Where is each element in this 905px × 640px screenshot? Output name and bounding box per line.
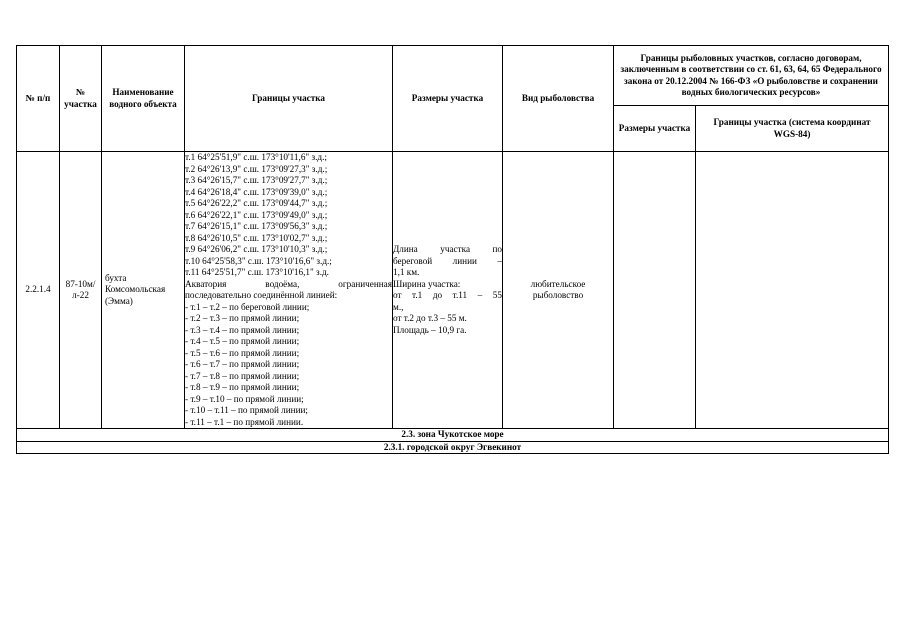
header-contract-coordinates: Границы участка (система координат WGS-84) [696, 106, 889, 152]
coordinate-point: т.3 64°26'15,7" с.ш. 173°09'27,7" з.д.; [185, 175, 328, 185]
section-row [17, 429, 889, 442]
bounds-description: последовательно соединённой линией: [185, 290, 338, 300]
bounds-line-segment: - т.11 – т.1 – по прямой линии. [185, 416, 304, 427]
sizes-text: Ширина участка: [393, 278, 461, 289]
coordinate-point: т.11 64°25'51,7" с.ш. 173°10'16,1" з.д. [185, 267, 329, 277]
bounds-line-segment: - т.3 – т.4 – по прямой линии; [185, 324, 300, 335]
coordinate-point: т.4 64°26'18,4" с.ш. 173°09'39,0" з.д.; [185, 186, 328, 197]
coordinate-point: т.6 64°26'22,1" с.ш. 173°09'49,0" з.д.; [185, 209, 328, 220]
row-number: 2.2.1.4 [17, 152, 60, 429]
section-row [17, 441, 889, 454]
fishing-kind: любительское рыболовство [503, 152, 614, 429]
coordinate-point: т.8 64°26'10,5" с.ш. 173°10'02,7" з.д.; [185, 232, 328, 243]
bounds-line-segment: - т.7 – т.8 – по прямой линии; [185, 370, 300, 381]
header-contract-sizes: Размеры участка [614, 106, 696, 152]
sizes-text: 1,1 км. [393, 267, 420, 277]
site-number: 87-10м/л-22 [60, 152, 102, 429]
bounds-line-segment: - т.9 – т.10 – по прямой линии; [185, 393, 304, 404]
site-sizes-cell [393, 152, 503, 429]
section-heading-zone: 2.3. зона Чукотское море [17, 429, 889, 442]
sizes-text: м., [393, 301, 404, 312]
fishing-sites-table [16, 45, 889, 454]
bounds-description: Акватория водоёма, ограниченная [185, 278, 392, 289]
sizes-text: от т.2 до т.3 – 55 м. [393, 313, 467, 323]
contract-sizes-empty [614, 152, 696, 429]
header-water-body: Наименование водного объекта [102, 46, 185, 152]
bounds-line-segment: - т.2 – т.3 – по прямой линии; [185, 313, 300, 323]
sizes-text: береговой линии – [393, 255, 502, 266]
site-bounds-cell [185, 152, 393, 429]
header-fishing-kind: Вид рыболовства [503, 46, 614, 152]
sizes-text: Площадь – 10,9 га. [393, 324, 467, 335]
bounds-line-segment: - т.10 – т.11 – по прямой линии; [185, 405, 308, 415]
bounds-line-segment: - т.8 – т.9 – по прямой линии; [185, 382, 300, 392]
header-site-number: № участка [60, 46, 102, 152]
bounds-line-segment: - т.4 – т.5 – по прямой линии; [185, 336, 300, 346]
coordinate-point: т.7 64°26'15,1" с.ш. 173°09'56,3" з.д.; [185, 221, 328, 231]
header-site-sizes: Размеры участка [393, 46, 503, 152]
contract-coordinates-empty [696, 152, 889, 429]
header-contract-bounds-group: Границы рыболовных участков, согласно договорам, заключенным в соответствии со ст. 61, 63, 64, 65 Федерального закона от 20.12.2004 № 166-ФЗ «О рыболовстве и сохранении водных биологических ресурсов» [614, 46, 889, 106]
header-site-bounds: Границы участка [185, 46, 393, 152]
coordinate-point: т.2 64°26'13,9" с.ш. 173°09'27,3" з.д.; [185, 163, 328, 174]
coordinate-point: т.1 64°25'51,9" с.ш. 173°10'11,6" з.д.; [185, 152, 327, 162]
coordinate-point: т.9 64°26'06,2" с.ш. 173°10'10,3" з.д.; [185, 244, 328, 254]
header-row-number: № п/п [17, 46, 60, 152]
sizes-text: от т.1 до т.11 – 55 [393, 290, 502, 300]
table-row [17, 152, 889, 429]
sizes-text: Длина участка по [393, 244, 502, 254]
coordinate-point: т.5 64°26'22,2" с.ш. 173°09'44,7" з.д.; [185, 198, 328, 208]
water-body-name: бухта Комсомольская (Эмма) [102, 152, 185, 429]
bounds-line-segment: - т.6 – т.7 – по прямой линии; [185, 359, 300, 369]
section-heading-district: 2.3.1. городской округ Эгвекинот [17, 441, 889, 454]
coordinate-point: т.10 64°25'58,3" с.ш. 173°10'16,6" з.д.; [185, 255, 332, 266]
bounds-line-segment: - т.5 – т.6 – по прямой линии; [185, 347, 300, 358]
bounds-line-segment: - т.1 – т.2 – по береговой линии; [185, 301, 310, 312]
